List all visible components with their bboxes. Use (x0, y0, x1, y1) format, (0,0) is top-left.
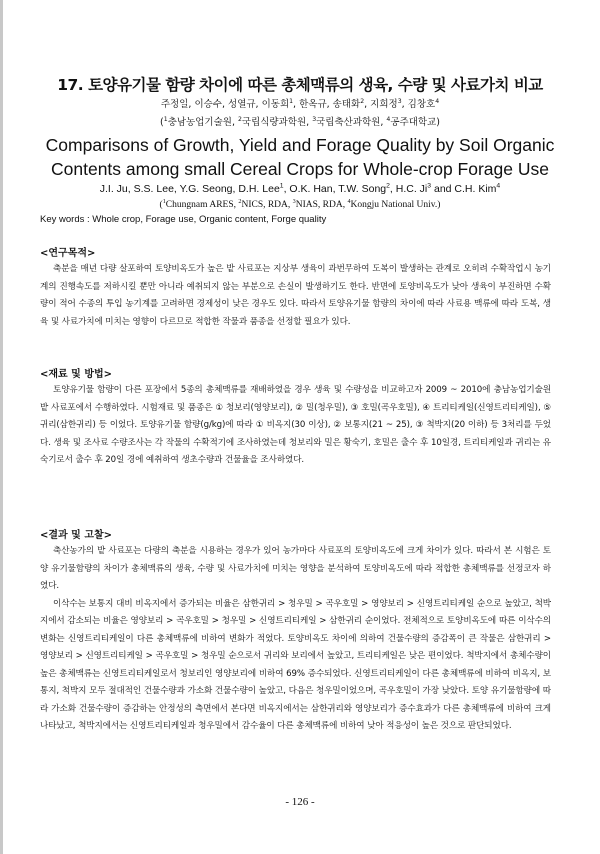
section-heading-results: <결과 및 고찰> (40, 530, 113, 541)
korean-authors: 주정일, 이승수, 성열규, 이동희$^1$, 한옥규, 송태화$^2$, 지희정$^3$, 김창호$^4$ (160, 97, 440, 110)
section-body-results (40, 543, 551, 736)
keywords-label: Key words : (40, 214, 90, 225)
korean-author: 성열규 (228, 99, 256, 110)
paragraph: 이삭수는 보통지 대비 비옥지에서 증가되는 비율은 삼한귀리 > 청우밀 > 곡우호밀 > 영양보리 > 신영트리티케일 순으로 높았고, 척박지에서 감소되는 비율은 영양보리 > 곡우호밀 > 청우밀 > 신영트리티케일 > 삼한귀리 순이었다. 전체적으로 토양비옥도에 따른 이삭수의 변화는 신영트리티케일이 다른 총체맥류에 비하여 변화가 적었다. 토양비옥도 차이에 의하여 건물수량의 증감폭이 큰 작물은 삼한귀리 > 영양보리 > 신영트리티케일 > 곡우호밀 > 청우밀 순으로서 귀리와 보리에서 높았고, 트리티케일은 낮은 편이었다. 척박지에서 총체수량이 높은 총체맥류는 신영트리티케일로서 청보리인 영양보리에 비하여 69% 증수되었다. 신영트리티케일이 다른 총체맥류에 비하여 비옥지, 보통지, 척박지 모두 절대적인 건물수량과 가소화 건물수량이 높았고, 다음은 청우밀이었으며, 곡우호밀이 가장 낮았다. 토양 유기물함량에 따라 가소화 건물수량이 증감하는 안정성의 측면에서 본다면 비옥지에서는 삼한귀리와 영양보리가 증수효과가 다른 총체맥류에 비하여 크게 나타났고, 척박지에서는 신영트리티케일과 청우밀에서 감수율이 다른 총체맥류에 비하여 낮아 적응성이 높은 것으로 판단되었다. (40, 598, 551, 731)
korean-title: 17. 토양유기물 함량 차이에 따른 총체맥류의 생육, 수량 및 사료가치 비교 (57, 76, 543, 94)
korean-affiliations: ($^1$충남농업기술원, $^2$국립식량과학원, $^3$국립축산과학원, $^4$공주대학교) (160, 115, 440, 128)
english-authors: J.I. Ju, S.S. Lee, Y.G. Seong, D.H. Lee$^1$, O.K. Han, T.W. Song$^2$, H.C. Ji$^3$ and C.H. Kim$^4$ (99, 182, 501, 195)
paragraph: 축산농가의 밭 사료포는 다량의 축분을 시용하는 경우가 있어 농가마다 사료포의 토양비옥도에 크게 차이가 있다. 따라서 본 시험은 토양 유기물함량의 차이가 총체맥류의 생육, 수량 및 사료가치에 미치는 영향을 분석하여 토양비옥도에 따라 적합한 총체맥류를 선정코자 하였다. (40, 546, 551, 591)
korean-author: 김창호 (407, 99, 436, 110)
paragraph: 축분을 매년 다량 살포하여 토양비옥도가 높은 밭 사료포는 지상부 생육이 과번무하여 도복이 발생하는 관계로 오히려 수확작업시 농기계의 진행속도를 저하시킬 뿐만 아니라 예취되지 않는 부분으로 손실이 발생하기도 한다. 반면에 토양비옥도가 낮아 생육이 부진하면 수확량이 적어 수종의 투입 농기계를 고려하면 경제성이 낮은 경우도 있다. 따라서 토양유기물 함량의 차이에 따라 사료용 맥류에 따라 도복, 생육 및 사료가치에 미치는 영향이 다르므로 적합한 작물과 품종을 선정할 필요가 있다. (40, 264, 551, 327)
korean-author: 이승수 (194, 99, 222, 110)
korean-affiliation: 충남농업기술원 (167, 117, 232, 128)
korean-affiliation: 국립축산과학원 (316, 117, 381, 128)
korean-author: 지희정 (370, 99, 398, 110)
english-title (40, 133, 560, 181)
korean-author: 한옥규 (299, 99, 327, 110)
korean-affiliation: 국립식량과학원 (241, 117, 307, 128)
page-edge-shade (0, 0, 3, 854)
affil-sup: 3 (397, 97, 402, 105)
affil-sup: 1 (289, 97, 294, 105)
korean-author: 이동희 (261, 99, 290, 110)
page-number: - 126 - (285, 796, 315, 808)
english-title-line: Comparisons of Growth, Yield and Forage Quality by Soil Organic (45, 135, 555, 155)
section-body-objective (40, 261, 551, 331)
affil-sup: 2 (360, 97, 365, 105)
affil-sup: 4 (435, 97, 440, 105)
keywords-line (40, 214, 326, 225)
korean-author: 송태화 (332, 99, 361, 110)
paragraph: 토양유기물 함량이 다른 포장에서 5종의 총체맥류를 재배하였을 경우 생육 및 수량성을 비교하고자 2009 ~ 2010에 충남농업기술원 밭 사료포에서 수행하였다. 시험재료 및 품종은 ① 청보리(영양보리), ② 밀(청우밀), ③ 호밀(곡우호밀), ④ 트리티케일(신영트리티케일), ⑤ 귀리(삼한귀리) 등 이었다. 토양유기물 함량(g/kg)에 따라 ① 비옥지(30 이상), ② 보통지(21 ~ 25), ③ 척박지(20 이하) 등 3처리를 두었다. 생육 및 조사료 수량조사는 각 작물의 수확적기에 조사하였는데 청보리와 밀은 황숙기, 호밀은 출수 후 10일경, 트리티케일과 귀리는 유숙기로서 출수 후 20일 경에 예취하여 생초수량과 건물율을 조사하였다. (40, 385, 551, 465)
english-affiliations: ($^1$Chungnam ARES, $^2$NICS, RDA, $^3$NIAS, RDA, $^4$Kongju National Univ.) (159, 198, 441, 210)
keywords-text: Whole crop, Forage use, Organic content, Forge quality (92, 214, 327, 225)
section-body-methods (40, 382, 551, 470)
section-heading-methods: <재료 및 방법> (40, 369, 113, 380)
korean-author: 주정일 (160, 99, 189, 110)
korean-affiliation: 공주대학교 (390, 117, 437, 128)
english-title-line: Contents among small Cereal Crops for Whole-crop Forage Use (51, 159, 549, 179)
section-heading-objective: <연구목적> (40, 248, 96, 259)
